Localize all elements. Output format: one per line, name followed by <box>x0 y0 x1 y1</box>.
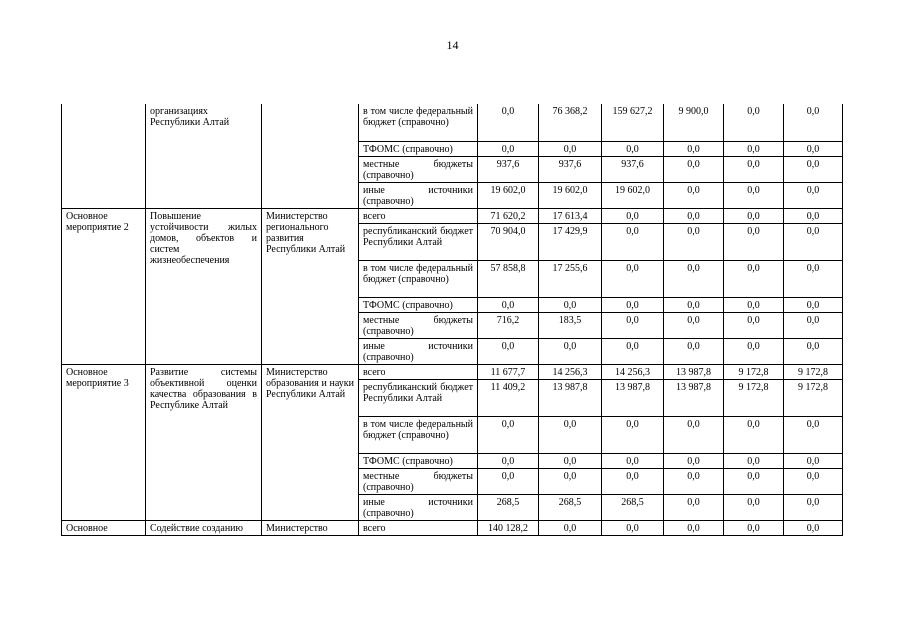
amount-cell: 268,5 <box>602 494 664 520</box>
amount-cell: 71 620,2 <box>478 208 539 223</box>
funding-source-cell: республиканский бюджет Республики Алтай <box>359 379 478 416</box>
amount-cell: 14 256,3 <box>602 364 664 379</box>
funding-source-cell: местные бюджеты (справочно) <box>359 156 478 182</box>
amount-cell: 0,0 <box>478 416 539 453</box>
amount-cell: 0,0 <box>784 104 843 141</box>
amount-cell: 0,0 <box>724 494 784 520</box>
amount-cell: 0,0 <box>664 156 724 182</box>
amount-cell: 0,0 <box>784 141 843 156</box>
amount-cell: 0,0 <box>664 338 724 364</box>
amount-cell: 70 904,0 <box>478 223 539 260</box>
funding-source-cell: в том числе федеральный бюджет (справочно) <box>359 260 478 297</box>
amount-cell: 0,0 <box>602 208 664 223</box>
amount-cell: 0,0 <box>478 104 539 141</box>
amount-cell: 140 128,2 <box>478 520 539 535</box>
task-cell: Содействие созданию <box>146 520 262 535</box>
amount-cell: 0,0 <box>664 260 724 297</box>
amount-cell: 0,0 <box>724 297 784 312</box>
amount-cell: 0,0 <box>784 338 843 364</box>
amount-cell: 11 409,2 <box>478 379 539 416</box>
amount-cell: 0,0 <box>724 453 784 468</box>
amount-cell: 0,0 <box>664 312 724 338</box>
amount-cell: 183,5 <box>539 312 602 338</box>
amount-cell: 159 627,2 <box>602 104 664 141</box>
amount-cell: 0,0 <box>602 520 664 535</box>
amount-cell: 0,0 <box>539 338 602 364</box>
amount-cell: 9 900,0 <box>664 104 724 141</box>
amount-cell: 0,0 <box>602 297 664 312</box>
amount-cell: 0,0 <box>664 416 724 453</box>
budget-table <box>61 104 843 536</box>
amount-cell: 0,0 <box>724 182 784 208</box>
amount-cell: 9 172,8 <box>784 364 843 379</box>
amount-cell: 0,0 <box>784 156 843 182</box>
task-cell: Повышение устойчивости жилых домов, объектов и систем жизнеобеспечения <box>146 208 262 364</box>
amount-cell: 0,0 <box>602 223 664 260</box>
funding-source-cell: всего <box>359 520 478 535</box>
amount-cell: 76 368,2 <box>539 104 602 141</box>
funding-source-cell: в том числе федеральный бюджет (справочно) <box>359 104 478 141</box>
funding-source-cell: в том числе федеральный бюджет (справочно) <box>359 416 478 453</box>
amount-cell: 0,0 <box>539 520 602 535</box>
amount-cell: 0,0 <box>784 297 843 312</box>
amount-cell: 0,0 <box>784 520 843 535</box>
amount-cell: 0,0 <box>664 141 724 156</box>
funding-source-cell: всего <box>359 364 478 379</box>
amount-cell: 0,0 <box>784 494 843 520</box>
amount-cell: 0,0 <box>784 416 843 453</box>
amount-cell: 0,0 <box>724 223 784 260</box>
table-row <box>62 208 843 223</box>
amount-cell: 0,0 <box>664 494 724 520</box>
amount-cell: 937,6 <box>602 156 664 182</box>
amount-cell: 0,0 <box>664 182 724 208</box>
funding-source-cell: иные источники (справочно) <box>359 338 478 364</box>
amount-cell: 937,6 <box>478 156 539 182</box>
funding-source-cell: ТФОМС (справочно) <box>359 297 478 312</box>
executor-cell <box>262 104 359 208</box>
amount-cell: 0,0 <box>664 468 724 494</box>
amount-cell: 17 429,9 <box>539 223 602 260</box>
amount-cell: 9 172,8 <box>724 379 784 416</box>
amount-cell: 0,0 <box>784 468 843 494</box>
amount-cell: 0,0 <box>664 297 724 312</box>
funding-source-cell: ТФОМС (справочно) <box>359 141 478 156</box>
amount-cell: 0,0 <box>478 468 539 494</box>
amount-cell: 0,0 <box>539 468 602 494</box>
table-row <box>62 104 843 141</box>
amount-cell: 0,0 <box>784 223 843 260</box>
event-cell: Основное мероприятие 2 <box>62 208 146 364</box>
amount-cell: 0,0 <box>724 104 784 141</box>
amount-cell: 0,0 <box>478 338 539 364</box>
event-cell: Основное мероприятие 3 <box>62 364 146 520</box>
funding-source-cell: ТФОМС (справочно) <box>359 453 478 468</box>
amount-cell: 19 602,0 <box>602 182 664 208</box>
amount-cell: 17 613,4 <box>539 208 602 223</box>
table-row <box>62 364 843 379</box>
amount-cell: 0,0 <box>784 208 843 223</box>
amount-cell: 0,0 <box>724 468 784 494</box>
amount-cell: 0,0 <box>539 416 602 453</box>
executor-cell: Министерство <box>262 520 359 535</box>
amount-cell: 0,0 <box>478 141 539 156</box>
amount-cell: 0,0 <box>784 182 843 208</box>
executor-cell: Министерство образования и науки Республики Алтай <box>262 364 359 520</box>
amount-cell: 0,0 <box>539 141 602 156</box>
amount-cell: 11 677,7 <box>478 364 539 379</box>
event-cell <box>62 104 146 208</box>
funding-source-cell: республиканский бюджет Республики Алтай <box>359 223 478 260</box>
amount-cell: 0,0 <box>602 468 664 494</box>
amount-cell: 13 987,8 <box>539 379 602 416</box>
amount-cell: 0,0 <box>664 208 724 223</box>
page-number: 14 <box>446 38 459 52</box>
amount-cell: 0,0 <box>664 453 724 468</box>
amount-cell: 0,0 <box>724 520 784 535</box>
amount-cell: 13 987,8 <box>664 379 724 416</box>
amount-cell: 0,0 <box>602 141 664 156</box>
amount-cell: 0,0 <box>539 297 602 312</box>
amount-cell: 13 987,8 <box>664 364 724 379</box>
amount-cell: 0,0 <box>784 260 843 297</box>
amount-cell: 14 256,3 <box>539 364 602 379</box>
amount-cell: 0,0 <box>724 338 784 364</box>
event-cell: Основное <box>62 520 146 535</box>
funding-source-cell: всего <box>359 208 478 223</box>
funding-source-cell: местные бюджеты (справочно) <box>359 468 478 494</box>
task-cell: Развитие системы объективной оценки качества образования в Республике Алтай <box>146 364 262 520</box>
amount-cell: 0,0 <box>602 416 664 453</box>
amount-cell: 19 602,0 <box>539 182 602 208</box>
amount-cell: 937,6 <box>539 156 602 182</box>
table-row <box>62 520 843 535</box>
amount-cell: 0,0 <box>539 453 602 468</box>
amount-cell: 0,0 <box>784 312 843 338</box>
amount-cell: 0,0 <box>724 141 784 156</box>
funding-source-cell: иные источники (справочно) <box>359 182 478 208</box>
amount-cell: 9 172,8 <box>724 364 784 379</box>
amount-cell: 268,5 <box>539 494 602 520</box>
amount-cell: 0,0 <box>664 223 724 260</box>
budget-table-body <box>62 104 843 535</box>
amount-cell: 0,0 <box>602 312 664 338</box>
funding-source-cell: местные бюджеты (справочно) <box>359 312 478 338</box>
amount-cell: 0,0 <box>724 312 784 338</box>
executor-cell: Министерство регионального развития Республики Алтай <box>262 208 359 364</box>
amount-cell: 0,0 <box>664 520 724 535</box>
task-cell: организациях Республики Алтай <box>146 104 262 208</box>
amount-cell: 0,0 <box>784 453 843 468</box>
amount-cell: 57 858,8 <box>478 260 539 297</box>
amount-cell: 268,5 <box>478 494 539 520</box>
amount-cell: 17 255,6 <box>539 260 602 297</box>
amount-cell: 0,0 <box>724 260 784 297</box>
amount-cell: 0,0 <box>724 208 784 223</box>
amount-cell: 716,2 <box>478 312 539 338</box>
amount-cell: 0,0 <box>478 453 539 468</box>
amount-cell: 0,0 <box>478 297 539 312</box>
amount-cell: 9 172,8 <box>784 379 843 416</box>
amount-cell: 0,0 <box>724 416 784 453</box>
amount-cell: 0,0 <box>602 453 664 468</box>
amount-cell: 0,0 <box>602 338 664 364</box>
amount-cell: 19 602,0 <box>478 182 539 208</box>
amount-cell: 0,0 <box>602 260 664 297</box>
amount-cell: 13 987,8 <box>602 379 664 416</box>
amount-cell: 0,0 <box>724 156 784 182</box>
funding-source-cell: иные источники (справочно) <box>359 494 478 520</box>
